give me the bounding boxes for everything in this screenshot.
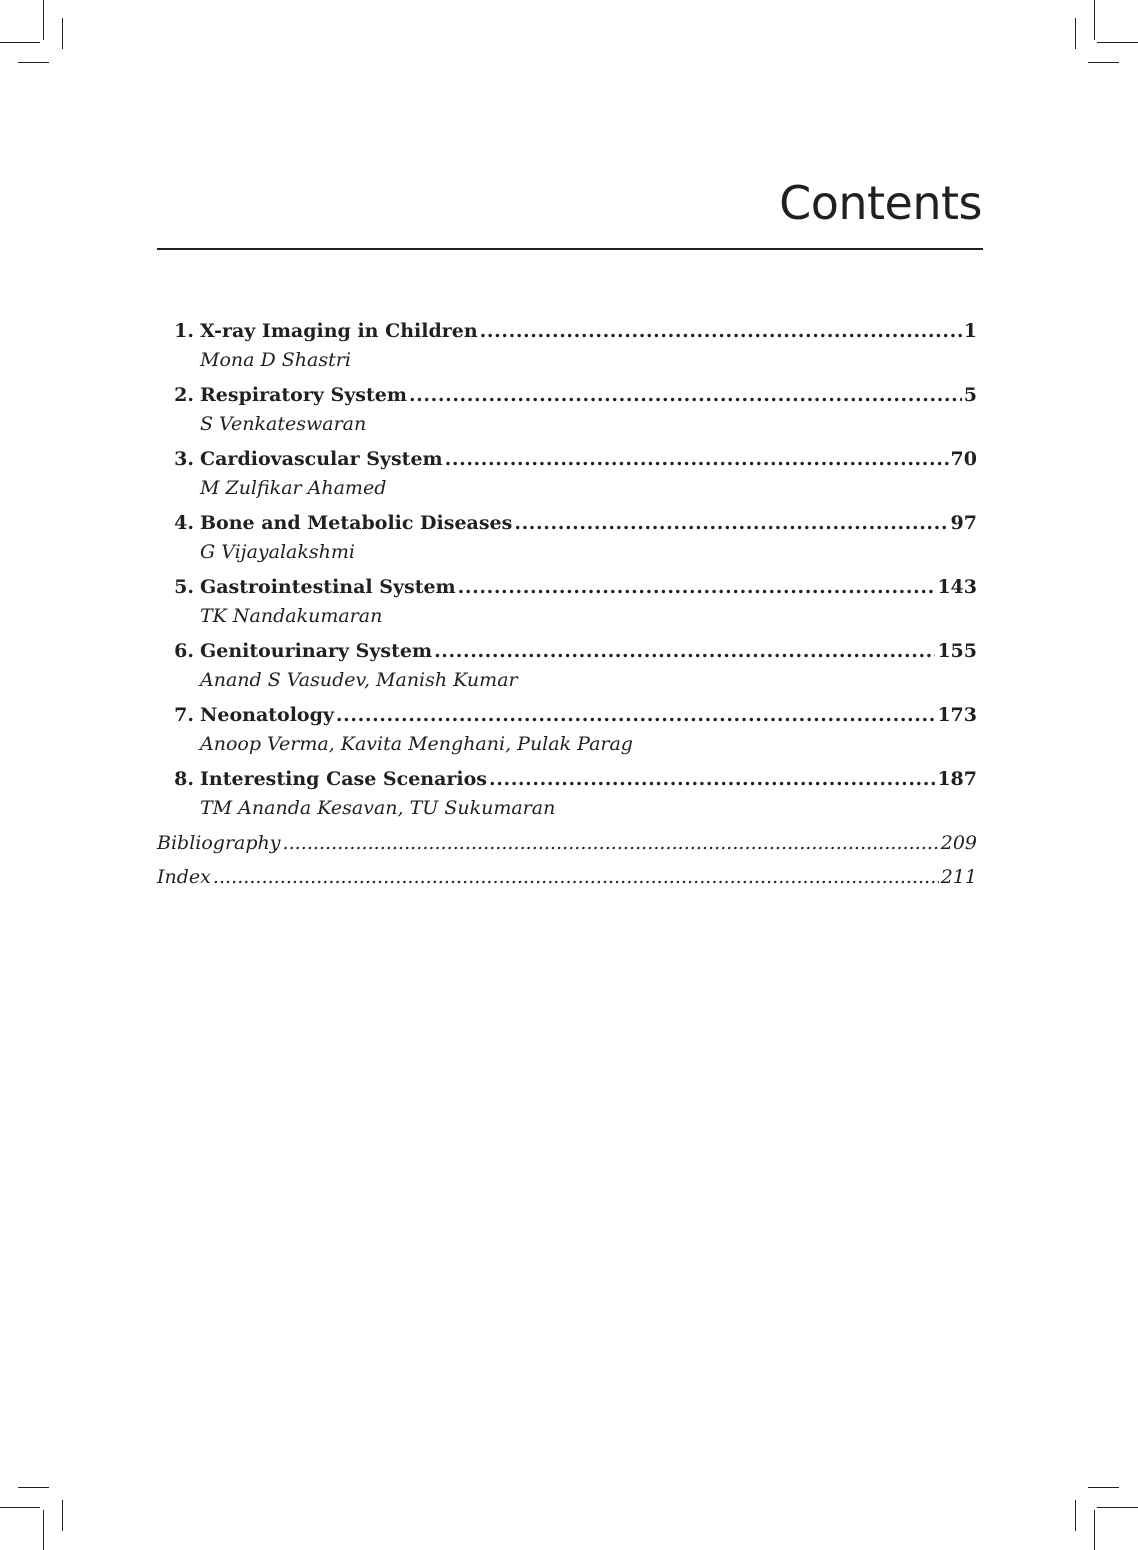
chapter-entry	[157, 512, 977, 566]
chapter-entry	[157, 384, 977, 438]
chapter-title[interactable]: Genitourinary System	[200, 640, 433, 662]
chapter-authors: TK Nandakumaran	[200, 605, 383, 627]
chapter-page: 143	[937, 576, 977, 598]
crop-mark	[18, 62, 49, 63]
chapter-authors: G Vijayalakshmi	[200, 541, 355, 563]
chapter-number: 7.	[174, 704, 194, 726]
chapter-title[interactable]: Bone and Metabolic Diseases	[200, 512, 513, 534]
chapter-authors: Anoop Verma, Kavita Menghani, Pulak Parag	[200, 733, 633, 755]
crop-mark	[0, 42, 40, 43]
dot-leader	[514, 512, 948, 534]
chapter-entry	[157, 704, 977, 758]
crop-mark	[1088, 62, 1119, 63]
chapter-page: 1	[963, 320, 977, 342]
crop-mark	[1097, 1507, 1138, 1508]
dot-leader	[458, 576, 936, 598]
chapter-entry	[157, 640, 977, 694]
dot-leader	[283, 832, 939, 854]
chapter-title[interactable]: Interesting Case Scenarios	[200, 768, 488, 790]
crop-mark	[1075, 18, 1076, 49]
page-title: Contents	[779, 176, 982, 230]
chapter-title[interactable]: X-ray Imaging in Children	[200, 320, 478, 342]
crop-mark	[0, 1507, 40, 1508]
dot-leader	[489, 768, 935, 790]
back-matter-page: 209	[940, 832, 977, 854]
chapter-number: 6.	[174, 640, 194, 662]
chapter-number: 8.	[174, 768, 194, 790]
chapter-number: 4.	[174, 512, 194, 534]
back-matter-entry	[157, 832, 977, 866]
crop-mark	[62, 1500, 63, 1531]
chapter-number: 2.	[174, 384, 194, 406]
chapter-authors: TM Ananda Kesavan, TU Sukumaran	[200, 797, 556, 819]
chapter-number: 5.	[174, 576, 194, 598]
chapter-authors: M Zulfikar Ahamed	[200, 477, 387, 499]
dot-leader	[445, 448, 949, 470]
crop-mark	[1097, 42, 1138, 43]
chapter-page: 5	[963, 384, 977, 406]
chapter-page: 155	[937, 640, 977, 662]
dot-leader	[213, 866, 939, 888]
crop-mark	[43, 0, 44, 40]
dot-leader	[434, 640, 935, 662]
back-matter-entry	[157, 866, 977, 900]
chapter-authors: S Venkateswaran	[200, 413, 367, 435]
chapter-entry	[157, 768, 977, 822]
back-matter-title[interactable]: Index	[157, 866, 211, 888]
dot-leader	[480, 320, 962, 342]
chapter-page: 97	[950, 512, 977, 534]
dot-leader	[336, 704, 935, 726]
chapter-entry	[157, 576, 977, 630]
chapter-title[interactable]: Gastrointestinal System	[200, 576, 456, 598]
title-rule	[157, 248, 983, 250]
chapter-title[interactable]: Neonatology	[200, 704, 334, 726]
crop-mark	[18, 1487, 49, 1488]
crop-mark	[43, 1510, 44, 1550]
table-of-contents	[157, 320, 977, 900]
chapter-title[interactable]: Cardiovascular System	[200, 448, 443, 470]
crop-mark	[1094, 0, 1095, 40]
chapter-page: 70	[950, 448, 977, 470]
chapter-number: 3.	[174, 448, 194, 470]
crop-mark	[1088, 1487, 1119, 1488]
crop-mark	[62, 18, 63, 49]
chapter-title[interactable]: Respiratory System	[200, 384, 407, 406]
chapter-entry	[157, 320, 977, 374]
back-matter-page: 211	[940, 866, 977, 888]
chapter-page: 187	[937, 768, 977, 790]
crop-mark	[1075, 1500, 1076, 1531]
back-matter-title[interactable]: Bibliography	[157, 832, 281, 854]
crop-mark	[1094, 1510, 1095, 1550]
chapter-page: 173	[937, 704, 977, 726]
dot-leader	[409, 384, 962, 406]
chapter-authors: Mona D Shastri	[200, 349, 351, 371]
chapter-authors: Anand S Vasudev, Manish Kumar	[200, 669, 518, 691]
chapter-number: 1.	[174, 320, 194, 342]
chapter-entry	[157, 448, 977, 502]
